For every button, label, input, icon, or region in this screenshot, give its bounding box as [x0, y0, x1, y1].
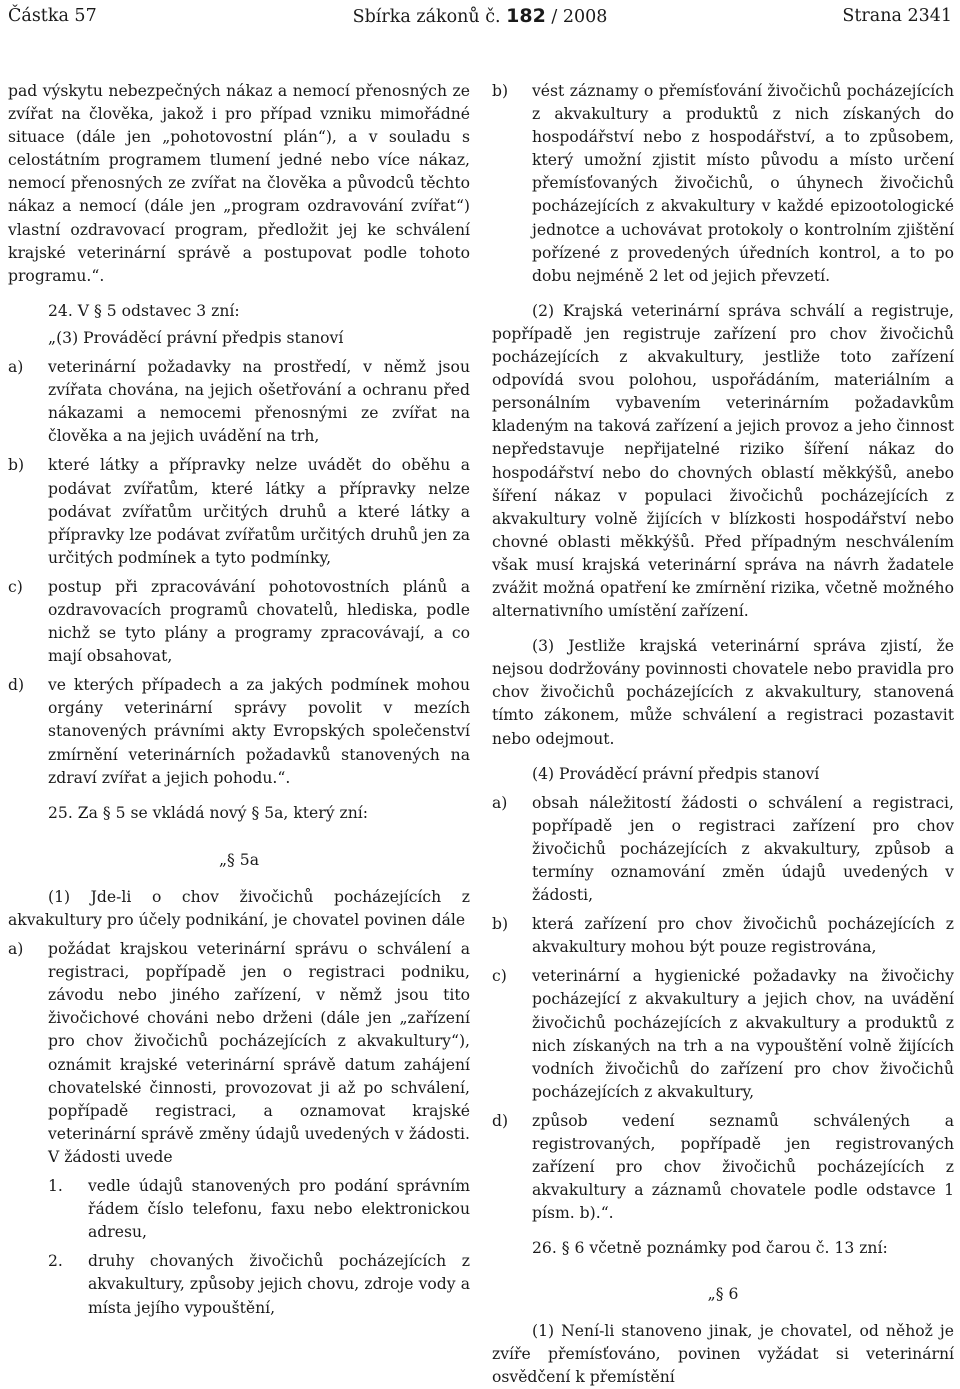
- list-item: [8, 576, 470, 668]
- list-item-label: a): [8, 940, 24, 959]
- list-item-text: veterinární požadavky na prostředí, v němž jsou zvířata chována, na jejich ošetřování a ochranu před nákazami a nemocemi přenosnými ze zvířat na člověka a na jejich uvádění na trh,: [48, 358, 470, 446]
- list-item: [492, 792, 954, 907]
- section-5a-paragraph-2: (2) Krajská veterinární správa schválí a registruje, popřípadě jen registruje zařízení pro chov živočichů pocházejících z akvakultury, jestliže toto zařízení odpovídá svou polohou, uspořádáním, materiálním a personálním vybavením veterinárním požadavkům kladeným na taková zařízení a jejich provoz a jeho činnost nepředstavuje nepřijatelné riziko šíření nákaz do hospodářství nebo do chovných oblastí měkkýšů, anebo šíření nákaz v populaci živočichů pocházejících z akvakultury volně žijících v blízkosti hospodářství nebo chovné oblasti měkkýšů. Před případným neschválením však musí krajská veterinární správa na návrh žadatele zvážit možná opatření ke zmírnění rizika, včetně možného alternativního umístění zařízení.: [492, 301, 954, 621]
- page-header: [8, 4, 952, 32]
- list-item-text: obsah náležitostí žádosti o schválení a registraci, popřípadě jen o registraci zařízení pro chov živočichů pocházejících z akvakultury, způsob a termíny oznamování změn údajů uvedených v žádosti,: [532, 793, 954, 905]
- list-item-label: b): [8, 456, 25, 475]
- list-item-text: ve kterých případech a za jakých podmínek mohou orgány veterinární správy povolit v mezích stanovených právními akty Evropských společenství zmírnění veterinárních požadavků stanovených na zdraví zvířat a jejich pohodu.“.: [48, 676, 470, 787]
- numbered-item: [48, 1175, 470, 1244]
- section-5a-paragraph-1: (1) Jde-li o chov živočichů pocházejících z akvakultury pro účely podnikání, je chovatel povinen dále: [8, 887, 470, 929]
- header-page-number: Strana 2341: [842, 6, 952, 26]
- list-item-text: vést záznamy o přemísťování živočichů pocházejících z akvakultury a produktů z nich získaných do hospodářství nebo z hospodářství, a to způsobem, který umožní zjistit místo původu a místo určení přemísťovaných živočichů, o úhynech živočichů pocházejících z akvakultury v každé epizootologické jednotce a uchovávat protokoly o kontrolním zjištění pořízené z provedených úředních kontrol, a to po dobu nejméně 2 let od jejich převzetí.: [532, 82, 954, 285]
- header-collection-prefix: Sbírka zákonů č.: [352, 7, 507, 27]
- amendment-24-heading: 24. V § 5 odstavec 3 zní:: [48, 301, 240, 320]
- list-item: [8, 356, 470, 448]
- paragraph-continuation: pad výskytu nebezpečných nákaz a nemocí přenosných ze zvířat na člověka, jakož i pro případ vzniku mimořádné situace (dále jen „pohotovostní plán“), a v souladu s celostátním programem tlumení jedné nebo více nákaz, nemocí přenosných ze zvířat na člověka a původců těchto nákaz a nemocí (dále jen „program ozdravování zvířat“) vlastní ozdravovací program, předložit jej ke schválení krajské veterinární správě a postupovat podle tohoto programu.“.: [8, 82, 470, 285]
- list-item: [8, 454, 470, 569]
- list-item-text: způsob vedení seznamů schválených a registrovaných, popřípadě jen registrovaných zařízení pro chov živočichů pocházejících z akvakultury a záznamů chovatele podle odstavce 1 písm. b).“.: [532, 1111, 954, 1223]
- section-6-paragraph-1: (1) Není-li stanoveno jinak, je chovatel, od něhož je zvíře přemísťováno, povinen vyžádat si veterinární osvědčení k přemístění: [492, 1321, 954, 1386]
- header-collection-number: 182: [506, 5, 546, 27]
- list-item-label: d): [8, 676, 25, 695]
- section-6-title: „§ 6: [707, 1284, 739, 1303]
- header-collection-suffix: / 2008: [545, 7, 608, 27]
- list-item-label: a): [492, 793, 508, 812]
- numbered-item-text: vedle údajů stanovených pro podání správním řádem číslo telefonu, faxu nebo elektronickou adresu,: [88, 1177, 470, 1242]
- section-5a-title: „§ 5a: [218, 850, 260, 869]
- list-item-text: která zařízení pro chov živočichů pocházejících z akvakultury mohou být pouze registrována,: [532, 915, 954, 957]
- numbered-item: [48, 1250, 470, 1319]
- list-item-label: c): [492, 967, 507, 986]
- list-item-text: které látky a přípravky nelze uvádět do oběhu a podávat zvířatům, které látky a přípravky nelze podávat zvířatům určitých druhů a které látky a přípravky lze podávat zvířatům určitých druhů jen za určitých podmínek a tyto podmínky,: [48, 456, 470, 567]
- numbered-item-label: 2.: [48, 1252, 63, 1271]
- numbered-item-text: druhy chovaných živočichů pocházejících z akvakultury, způsoby jejich chovu, zdroje vody a místa jejího vypouštění,: [88, 1252, 470, 1317]
- list-item-label: b): [492, 82, 509, 100]
- amendment-25-heading: 25. Za § 5 se vkládá nový § 5a, který zní:: [48, 803, 368, 822]
- right-column: [492, 80, 954, 1389]
- header-issue: Částka 57: [8, 6, 97, 26]
- list-item-label: a): [8, 358, 24, 377]
- list-item: [492, 965, 954, 1104]
- amendment-24-lead: „(3) Prováděcí právní předpis stanoví: [48, 328, 344, 347]
- section-5a-paragraph-4-lead: (4) Prováděcí právní předpis stanoví: [532, 764, 820, 783]
- list-item-text: požádat krajskou veterinární správu o schválení a registraci, popřípadě jen o registraci podniku, závodu nebo jiného zařízení, v němž jsou tito živočichové chováni nebo drženi (dále jen „zařízení pro chov živočichů pocházejících z akvakultury“), oznámit krajské veterinární správě datum zahájení chovatelské činnosti, provozovat ji až po schválení, popřípadě registraci, a oznamovat krajské veterinární správě změny údajů uvedených v žádosti. V žádosti uvede: [48, 940, 470, 1166]
- amendment-26-heading: 26. § 6 včetně poznámky pod čarou č. 13 zní:: [532, 1239, 888, 1258]
- list-item: [492, 1110, 954, 1225]
- list-item-text: postup při zpracovávání pohotovostních plánů a ozdravovacích programů chovatelů, hlediska, podle nichž se tyto plány a programy zpracovávají, a co mají obsahovat,: [48, 577, 470, 666]
- list-item-label: d): [492, 1111, 509, 1130]
- list-item: [492, 913, 954, 959]
- left-column: [8, 80, 470, 1320]
- header-collection: [8, 4, 952, 29]
- list-item: [492, 80, 954, 288]
- list-item: [8, 938, 470, 1169]
- list-item-label: b): [492, 915, 509, 934]
- list-item-label: c): [8, 577, 23, 596]
- section-5a-paragraph-3: (3) Jestliže krajská veterinární správa zjistí, že nejsou dodržovány povinnosti chovatele nebo pravidla pro chov živočichů pocházejících z akvakultury, stanovená tímto zákonem, může schválení a registraci pozastavit nebo odejmout.: [492, 637, 954, 748]
- numbered-item-label: 1.: [48, 1177, 63, 1196]
- list-item: [8, 674, 470, 789]
- list-item-text: veterinární a hygienické požadavky na živočichy pocházející z akvakultury a jejich chov, na uvádění živočichů pocházejících z akvakultury a produktů z nich získaných na trh a na vypouštění volně žijících vodních živočichů do zařízení pro chov živočichů pocházejících z akvakultury,: [532, 967, 954, 1101]
